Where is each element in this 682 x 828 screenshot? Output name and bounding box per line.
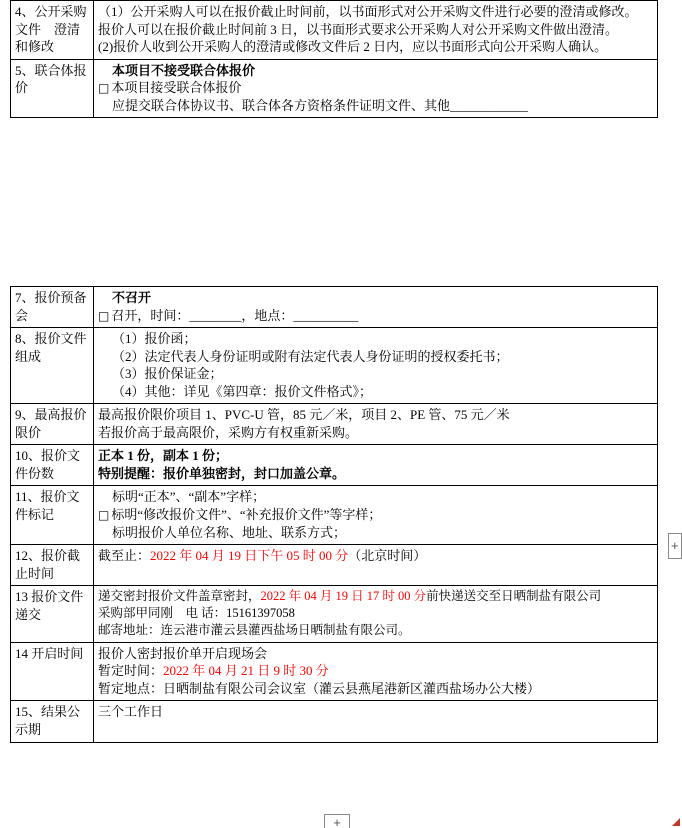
opening-prefix: 暂定时间：	[98, 663, 164, 679]
text-line: 标明“正本”、“副本”字样；	[112, 489, 266, 505]
submission-prefix: 递交密封报价文件盖章密封，	[98, 589, 261, 604]
text-line	[98, 662, 653, 680]
text-line	[98, 547, 653, 565]
text-line: 应提交联合体协议书、联合体各方资格条件证明文件、其他____________	[112, 97, 529, 113]
row-content-result-period	[94, 701, 658, 742]
row-content-bid-composition	[94, 328, 658, 404]
table-row	[11, 545, 658, 586]
deadline-date: 2022 年 04 月 19 日下午 05 时 00 分	[150, 548, 349, 564]
deadline-prefix: 截至止：	[98, 548, 151, 564]
row-content-deadline	[94, 545, 658, 586]
table-row	[11, 1, 658, 60]
text-line: 正本 1 份，副本 1 份；	[98, 448, 229, 464]
text-line: （2）法定代表人身份证明或附有法定代表人身份证明的授权委托书；	[112, 348, 509, 364]
text-line: （1）公开采购人可以在报价截止时间前，以书面形式对公开采购文件进行必要的澄清或修改。	[98, 4, 638, 19]
text-line: 标明报价人单位名称、地址、联系方式；	[112, 524, 347, 540]
table-column-add-handle[interactable]	[668, 533, 682, 559]
text-line: (2)报价人收到公开采购人的澄清或修改文件后 2 日内，应以书面形式向公开采购人确认。	[98, 39, 608, 55]
row-content-clarification	[94, 1, 658, 60]
table-row	[11, 59, 658, 118]
requirements-table-bottom	[10, 286, 658, 743]
text-line: 不召开	[112, 290, 152, 305]
text-line: 报价人可以在报价截止时间前 3 日，以书面形式要求公开采购人对公开采购文件做出澄清。	[98, 21, 619, 37]
row-label-copies: 10、报价文件份数	[11, 445, 94, 486]
text-line: （4）其他：详见《第四章：报价文件格式》；	[112, 383, 373, 399]
text-line	[98, 588, 653, 605]
row-content-prebid-meeting	[94, 287, 658, 328]
row-label-clarification: 4、公开采购文件 澄清和修改	[11, 1, 94, 60]
text-line: （1）报价函；	[112, 331, 197, 347]
row-label-submission: 13 报价文件递交	[11, 586, 94, 643]
text-line: 邮寄地址：连云港市灌云县灌西盐场日晒制盐有限公司。	[98, 622, 411, 637]
table-row	[11, 586, 658, 643]
submission-date: 2022 年 04 月 19 日 17 时 00 分	[260, 589, 427, 604]
table-row	[11, 701, 658, 742]
text-line: 三个工作日	[98, 704, 164, 720]
row-label-prebid-meeting: 7、报价预备会	[11, 287, 94, 328]
row-label-bid-composition: 8、报价文件组成	[11, 328, 94, 404]
text-line: 本项目不接受联合体报价	[112, 62, 256, 78]
table-row-add-handle[interactable]	[324, 814, 350, 828]
text-line: 最高报价限价项目 1、PVC-U 管，85 元／米，项目 2、PE 管、75 元／米	[98, 407, 510, 423]
text-line: 报价人密封报价单开启现场会	[98, 645, 268, 661]
row-content-copies	[94, 445, 658, 486]
row-content-consortium	[94, 59, 658, 118]
checkbox-option[interactable]: □ 标明“修改报价文件”、“补充报价文件”等字样；	[98, 506, 653, 524]
opening-date: 2022 年 04 月 21 日 9 时 30 分	[163, 663, 329, 679]
text-line: （3）报价保证金；	[112, 366, 223, 382]
row-label-opening-time: 14 开启时间	[11, 642, 94, 701]
bottom-table-fragment	[0, 286, 658, 743]
top-table-fragment	[0, 0, 658, 118]
row-content-submission	[94, 586, 658, 643]
checkbox-option[interactable]: □ 本项目接受联合体报价	[98, 79, 653, 97]
text-line: 采购部甲同刚 电 话：15161397058	[98, 606, 295, 621]
table-row	[11, 642, 658, 701]
text-line: 暂定地点：日晒制盐有限公司会议室（灌云县燕尾港新区灌西盐场办公大楼）	[98, 680, 541, 696]
page-break-gap	[0, 148, 682, 286]
table-row	[11, 486, 658, 545]
text-line: 特别提醒：报价单独密封，封口加盖公章。	[98, 465, 346, 481]
table-row	[11, 404, 658, 445]
row-content-marking	[94, 486, 658, 545]
row-content-opening-time	[94, 642, 658, 701]
row-label-result-period: 15、结果公示期	[11, 701, 94, 742]
table-row	[11, 445, 658, 486]
text-line: 若报价高于最高限价，采购方有权重新采购。	[98, 424, 359, 440]
checkbox-option[interactable]: □ 召开，时间：________，地点：__________	[98, 307, 653, 325]
row-content-max-price	[94, 404, 658, 445]
row-label-consortium: 5、联合体报价	[11, 59, 94, 118]
table-row	[11, 328, 658, 404]
submission-suffix: 前快递送交至日晒制盐有限公司	[426, 589, 602, 604]
requirements-table-top	[10, 0, 658, 118]
row-label-max-price: 9、最高报价限价	[11, 404, 94, 445]
table-row	[11, 287, 658, 328]
deadline-suffix: （北京时间）	[348, 548, 427, 564]
resize-corner-icon[interactable]	[670, 816, 680, 826]
row-label-deadline: 12、报价截止时间	[11, 545, 94, 586]
row-label-marking: 11、报价文件标记	[11, 486, 94, 545]
